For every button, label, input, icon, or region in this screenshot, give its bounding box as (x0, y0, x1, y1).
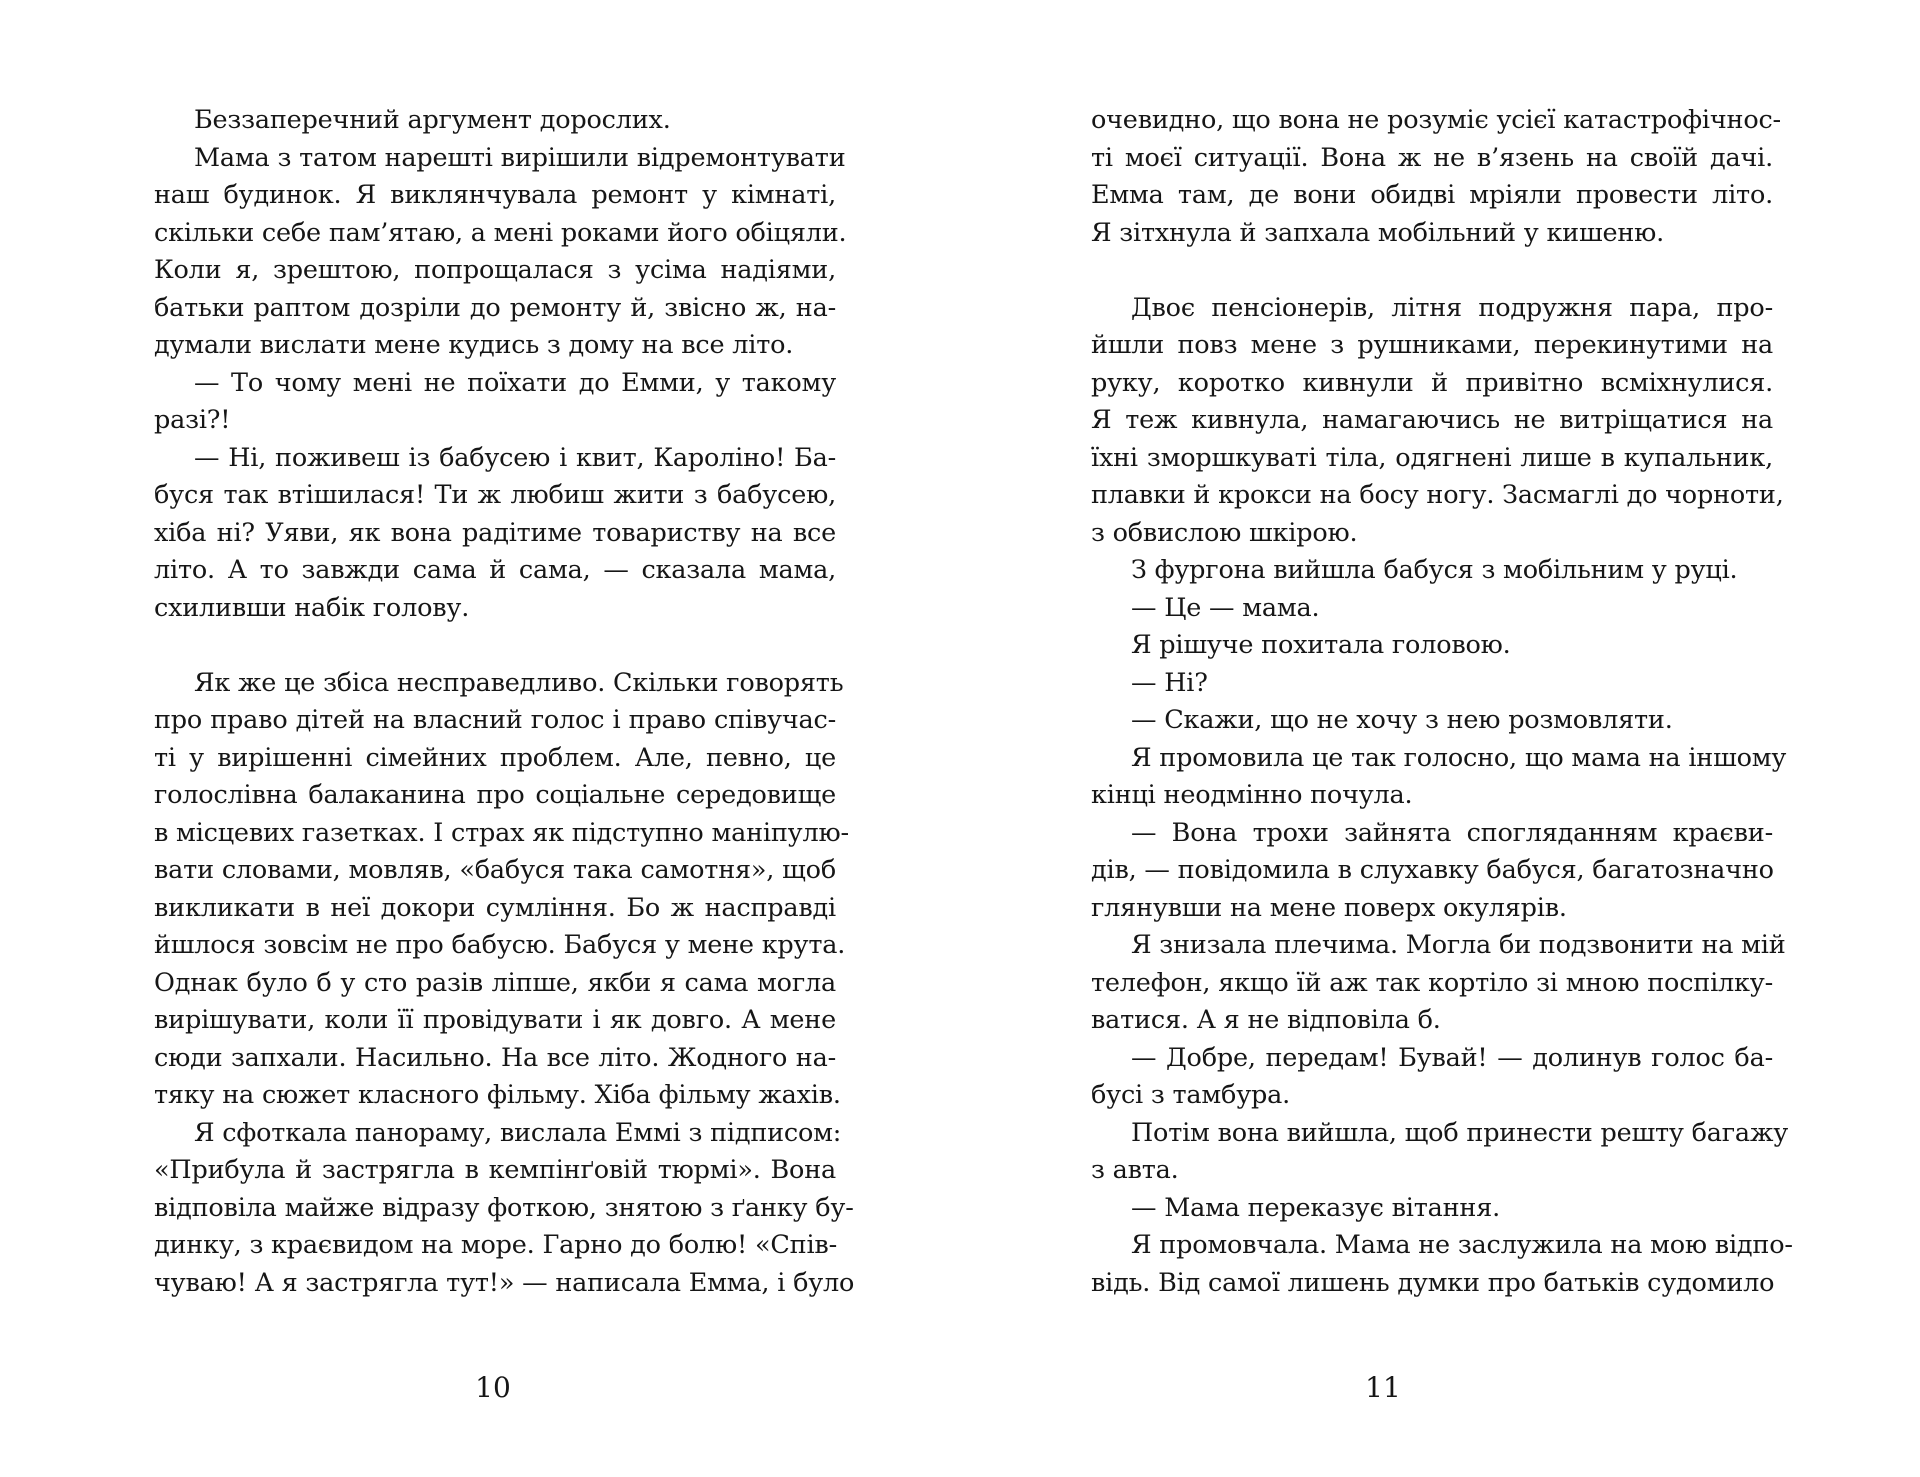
text-line: динку, з краєвидом на море. Гарно до болю! «Спів- (154, 1230, 837, 1260)
text-line: Я промовчала. Мама не заслужила на мою відпо- (1131, 1230, 1793, 1260)
text-line: сюди запхали. Насильно. На все літо. Жодного на- (154, 1042, 836, 1073)
text-line: дів, — повідомила в слухавку бабуся, багатозначно (1091, 855, 1774, 885)
text-line: Мама з татом нарешті вирішили відремонтувати (194, 142, 846, 173)
text-line: ватися. А я не відповіла б. (1091, 1005, 1441, 1035)
text-line: Однак було б у сто разів ліпше, якби я сама могла (154, 967, 836, 998)
text-line: вирішувати, коли її провідувати і як довго. А мене (154, 1005, 836, 1035)
text-line: бусі з тамбура. (1091, 1080, 1291, 1110)
text-line: — Вона трохи зайнята спогляданням краєви- (1131, 817, 1773, 848)
text-line: наш будинок. Я виклянчувала ремонт у кімнаті, (154, 180, 836, 210)
text-line: — То чому мені не поїхати до Емми, у такому (194, 367, 836, 398)
text-line: йшлося зовсім не про бабусю. Бабуся у мене крута. (154, 930, 846, 960)
text-line: Я теж кивнула, намагаючись не витріщатися на (1091, 405, 1773, 435)
text-line: скільки себе пам’ятаю, а мені роками його обіцяли. (154, 217, 847, 248)
left-page-text (154, 102, 855, 1302)
text-line: з обвислою шкірою. (1091, 517, 1358, 548)
text-line: тяку на сюжет класного фільму. Хіба фільму жахів. (154, 1080, 841, 1110)
text-line: Потім вона вийшла, щоб принести решту багажу (1131, 1117, 1789, 1148)
text-line: голослівна балаканина про соціальне середовище (154, 780, 836, 810)
text-line: хіба ні? Уяви, як вона радітиме товариству на все (154, 517, 836, 548)
text-line: в місцевих газетках. І страх як підступно маніпулю- (154, 817, 849, 848)
text-line: — Ні? (1131, 667, 1208, 698)
text-line: чуваю! А я застрягла тут!» — написала Емма, і було (154, 1267, 855, 1298)
text-line: Я зітхнула й запхала мобільний у кишеню. (1091, 217, 1665, 248)
text-line: вати словами, мовляв, «бабуся така самотня», щоб (154, 855, 836, 885)
text-line: батьки раптом дозріли до ремонту й, звісно ж, на- (154, 292, 836, 323)
text-line: думали вислати мене кудись з дому на все літо. (154, 330, 794, 360)
text-line: відь. Від самої лишень думки про батьків судомило (1091, 1267, 1775, 1298)
text-line: літо. А то завжди сама й сама, — сказала мама, (154, 555, 836, 585)
text-line: Беззаперечний аргумент дорослих. (194, 105, 671, 135)
text-line: Я промовила це так голосно, що мама на іншому (1131, 742, 1787, 773)
text-line: — Ні, поживеш із бабусею і квит, Кароліно! Ба- (194, 442, 836, 473)
text-line: з авта. (1091, 1155, 1179, 1185)
text-line: відповіла майже відразу фоткою, знятою з ґанку бу- (154, 1192, 854, 1223)
text-line: йшли повз мене з рушниками, перекинутими на (1091, 330, 1773, 360)
text-line: разі?! (154, 405, 231, 435)
text-line: кінці неодмінно почула. (1091, 780, 1413, 810)
text-line: глянувши на мене поверх окулярів. (1091, 892, 1567, 923)
right-page-number: 11 (1365, 1371, 1401, 1404)
paragraph-gap (1091, 252, 1773, 290)
text-line: ті моєї ситуації. Вона ж не в’язень на своїй дачі. (1091, 142, 1773, 173)
text-line: Я знизала плечима. Могла би подзвонити на мій (1131, 930, 1786, 960)
text-line: буся так втішилася! Ти ж любиш жити з бабусею, (154, 480, 836, 510)
right-page-text (1091, 102, 1793, 1302)
text-line: «Прибула й застрягла в кемпінґовій тюрмі». Вона (154, 1155, 836, 1185)
text-line: — Добре, передам! Бувай! — долинув голос ба- (1131, 1042, 1773, 1073)
text-line: — Мама переказує вітання. (1131, 1192, 1501, 1223)
text-line: руку, коротко кивнули й привітно всміхнулися. (1091, 367, 1773, 398)
right-page (960, 0, 1920, 1477)
text-line: Емма там, де вони обидві мріяли провести літо. (1091, 180, 1773, 210)
text-line: плавки й крокси на босу ногу. Засмаглі до чорноти, (1091, 480, 1784, 510)
text-line: їхні зморшкуваті тіла, одягнені лише в купальник, (1091, 442, 1773, 473)
text-line: телефон, якщо їй аж так кортіло зі мною поспілку- (1091, 967, 1773, 998)
text-line: Двоє пенсіонерів, літня подружня пара, про- (1131, 292, 1773, 323)
text-line: викликати в неї докори сумління. Бо ж насправді (154, 892, 836, 923)
paragraph-gap (154, 627, 836, 665)
text-line: очевидно, що вона не розуміє усієї катастрофічнос- (1091, 105, 1781, 135)
text-line: Коли я, зрештою, попрощалася з усіма надіями, (154, 255, 836, 285)
text-line: Як же це збіса несправедливо. Скільки говорять (194, 667, 844, 698)
text-line: схиливши набік голову. (154, 592, 470, 623)
text-line: Я сфоткала панораму, вислала Еммі з підписом: (194, 1117, 842, 1148)
left-page-number: 10 (475, 1371, 511, 1404)
text-line: З фургона вийшла бабуся з мобільним у руці. (1131, 555, 1738, 585)
text-line: Я рішуче похитала головою. (1131, 630, 1511, 660)
text-line: про право дітей на власний голос і право співучас- (154, 705, 836, 735)
text-line: — Це — мама. (1131, 592, 1320, 623)
text-line: — Скажи, що не хочу з нею розмовляти. (1131, 705, 1673, 735)
text-line: ті у вирішенні сімейних проблем. Але, певно, це (154, 742, 836, 773)
